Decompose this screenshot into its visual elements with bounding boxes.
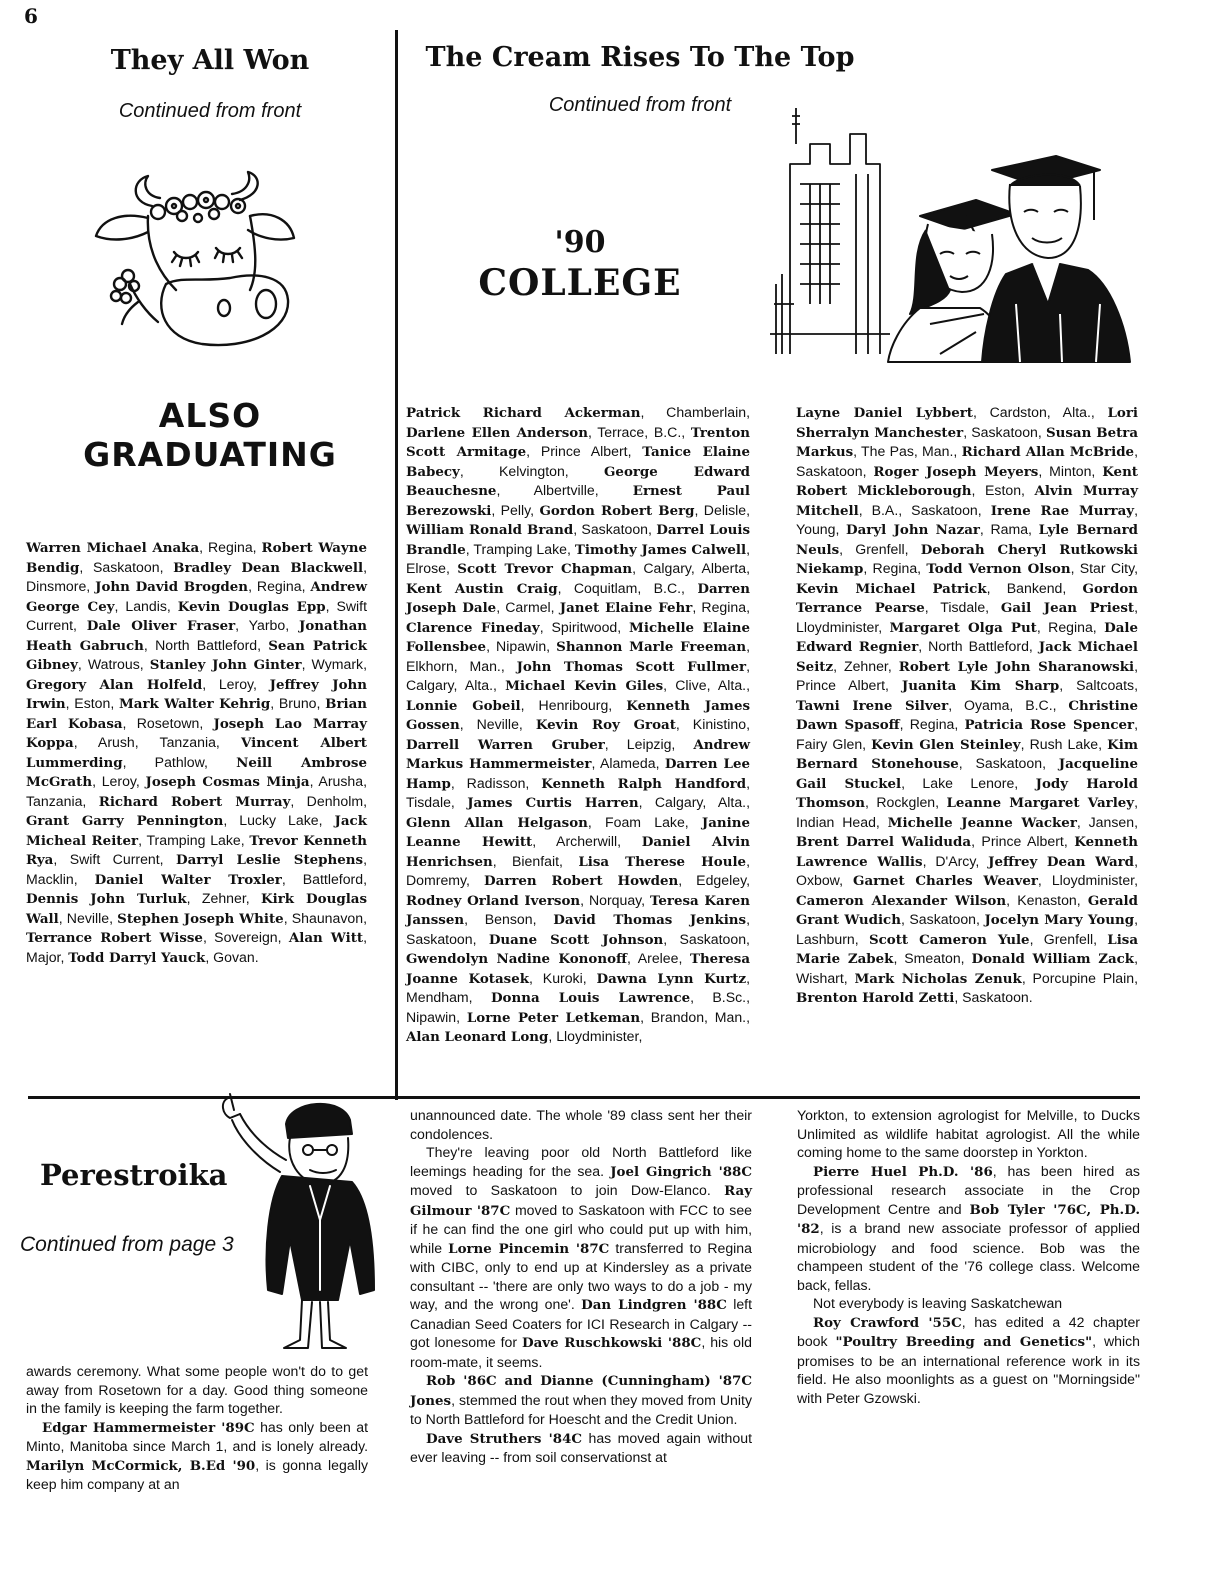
graduate-name: Robert Wayne Bendig [26, 540, 367, 576]
section-divider [28, 1096, 1140, 1099]
graduate-name: Margaret Olga Put [889, 619, 1037, 636]
graduate-name: Michelle Jeanne Wacker [887, 814, 1077, 831]
graduate-name: Kent Robert Mickleborough [796, 463, 1138, 499]
graduate-place: , Yarbo, [235, 617, 299, 633]
graduate-name: Trenton Scott Armitage [406, 424, 750, 460]
graduate-place: , Kenaston, [1006, 891, 1088, 908]
graduate-place: , Shaunavon, [283, 909, 368, 926]
graduate-name: Jonathan Heath Gabruch [26, 618, 367, 654]
graduate-name: Deborah Cheryl Rutkowski Niekamp [796, 541, 1138, 577]
graduate-name: Kenneth Ralph Handford [541, 775, 747, 792]
column-divider [395, 30, 398, 1100]
paragraph-text: transferred to Regina with CIBC, only to end up at Kindersley as a private consultant -- 'there are only two ways to do a job - my way, and the wrong one'. [410, 1239, 752, 1312]
paragraph-text: has only been at Minto, Manitoba since March 1, and is lonely already. [26, 1418, 368, 1454]
graduate-name: Timothy James Calwell [574, 541, 747, 558]
graduate-place: , Tisdale, [406, 774, 750, 810]
graduate-place: , Lashburn, [796, 911, 1138, 947]
graduate-name: Scott Cameron Yule [868, 931, 1030, 948]
graduate-name: Gordon Terrance Pearse [796, 580, 1138, 616]
graduate-place: , Cardston, Alta., [972, 404, 1108, 420]
speaker-illustration [210, 1090, 380, 1358]
graduate-name: Teresa Karen Janssen [406, 892, 750, 928]
graduate-name: Lisa Marie Zabek [796, 931, 1138, 967]
graduate-name: Dawna Lynn Kurtz [596, 970, 747, 987]
article-paragraph [797, 1106, 1140, 1162]
graduate-name: Brent Darrel Waliduda [796, 834, 972, 850]
graduate-name: George Edward Beauchesne [406, 463, 750, 499]
graduate-name: Lorne Peter Letkeman [466, 1009, 641, 1026]
page-number: 6 [24, 4, 38, 28]
bold-name: Edgar Hammermeister '89C [42, 1419, 255, 1436]
graduate-place: , Oyama, B.C., [948, 696, 1069, 713]
graduate-name: Lonnie Gobeil [406, 697, 521, 714]
graduate-name: Theresa Joanne Kotasek [406, 951, 750, 987]
graduate-place: , Leipzig, [604, 735, 694, 752]
graduate-place: , Kinistino, [675, 716, 750, 732]
graduate-name: Darren Robert Howden [484, 873, 679, 889]
perestroika-column-3 [797, 1106, 1140, 1407]
graduate-place: , Lloydminister, [548, 1028, 643, 1044]
paragraph-text: , which promises to be an international reference work in its field. He also moonlights as a guest on "Morningside" with Peter Gzowski. [797, 1333, 1140, 1406]
graduate-name: Jack Michael Seitz [796, 639, 1139, 675]
graduate-name: Gordon Robert Berg [539, 502, 695, 519]
paragraph-text: has moved again without ever leaving -- from soil conservationst at [410, 1429, 752, 1465]
graduate-place: , Neville, [58, 909, 118, 926]
graduate-place: , North Battleford, [143, 636, 269, 653]
graduate-name: David Thomas Jenkins [553, 912, 747, 928]
cow-illustration [90, 172, 305, 362]
graduate-name: Alan Leonard Long [406, 1029, 549, 1045]
graduate-place: , Foam Lake, [587, 813, 702, 830]
graduate-name: Daniel Alvin Henrichsen [406, 834, 751, 870]
graduate-place: , Elkhorn, Man., [406, 638, 751, 674]
graduate-place: , Saskatoon, [406, 911, 751, 947]
graduate-place: , Neville, [459, 716, 536, 732]
graduate-place: , Regina, [1036, 618, 1105, 635]
cream-continued: Continued from front [548, 94, 732, 116]
bold-name: Dan Lindgren '88C [581, 1297, 727, 1313]
graduate-name: Stephen Joseph White [117, 910, 284, 927]
graduate-name: Christine Dawn Spasoff [796, 697, 1138, 733]
bold-name: Dave Struthers '84C [426, 1430, 583, 1447]
graduate-place: , Regina, [863, 560, 927, 576]
paragraph-text: moved to Saskatoon with FCC to see if he can find the one girl who could put up with him, while [410, 1201, 752, 1256]
graduate-place: , Albertville, [496, 482, 633, 498]
graduate-place: , Oxbow, [796, 852, 1138, 888]
graduate-name: Lori Sherralyn Manchester [796, 405, 1138, 441]
graduate-name: Leanne Margaret Varley [946, 795, 1135, 811]
graduate-name: Todd Vernon Olson [926, 561, 1071, 577]
graduate-name: Juanita Kim Sharp [901, 678, 1060, 694]
graduate-name: Shannon Marle Freeman [556, 639, 747, 655]
graduate-name: Jacqueline Gail Stuckel [796, 756, 1138, 792]
graduate-place: , Zehner, [833, 657, 899, 674]
graduate-place: , Regina, [692, 599, 750, 615]
graduate-place: , Bankend, [986, 579, 1083, 596]
article-paragraph [797, 1162, 1140, 1295]
graduate-name: Daniel Walter Troxler [94, 871, 282, 888]
graduate-place: , Saltcoats, [1059, 677, 1138, 693]
graduate-name: Joseph Lao Marray Koppa [26, 715, 368, 751]
graduate-place: , Rama, [979, 521, 1039, 537]
graduate-place: , North Battleford, [918, 638, 1039, 654]
graduate-name: Tanice Elaine Babecy [406, 444, 750, 480]
graduate-place: , Rockglen, [865, 794, 947, 810]
graduate-name: Garnet Charles Weaver [853, 873, 1038, 889]
graduate-name: Kent Austin Craig [406, 580, 558, 597]
graduate-place: , Swift Current, [53, 851, 177, 867]
graduate-place: , Calgary, Alta., [638, 794, 750, 810]
graduate-name: Clarence Fineday [406, 619, 540, 636]
graduate-place: , Saskatoon, [963, 423, 1046, 440]
graduate-place: , Mendham, [406, 969, 750, 1005]
graduate-name: Janine Leanne Hewitt [406, 814, 750, 850]
paragraph-text: , his old room-mate, it seems. [410, 1334, 752, 1370]
graduate-place: , Lake Lenore, [901, 774, 1036, 791]
graduate-name: Alvin Murray Mitchell [796, 483, 1138, 519]
graduate-place: , Smeaton, [893, 950, 972, 966]
article-paragraph [797, 1294, 1140, 1313]
graduate-place: , Landis, [114, 597, 178, 614]
graduate-name: Kevin Douglas Epp [177, 598, 326, 615]
graduate-name: Kevin Roy Groat [535, 717, 676, 733]
paragraph-text: awards ceremony. What some people won't do to get away from Rosetown for a day. Good thing someone in the family is keeping the farm together. [26, 1363, 368, 1416]
bold-name: Dave Ruschkowski '88C [522, 1335, 702, 1351]
paragraph-text: , stemmed the rout when they moved from Unity to North Battleford for Hoescht and the Credit Union. [410, 1391, 752, 1427]
graduate-place: , Arelee, [627, 950, 690, 966]
graduate-place: , Lloydminister, [796, 599, 1138, 635]
graduate-place: , Tramping Lake, [465, 540, 575, 557]
graduate-name: Warren Michael Anaka [26, 540, 200, 556]
graduate-name: Terrance Robert Wisse [26, 930, 203, 946]
graduate-name: Jack Micheal Reiter [26, 813, 367, 849]
they-all-won-continued: Continued from front [118, 100, 302, 122]
bold-name: "Poultry Breeding and Genetics" [835, 1334, 1093, 1350]
graduate-place: , Prince Albert, [971, 833, 1075, 849]
bold-name: Ray Gilmour '87C [410, 1183, 752, 1219]
graduate-place: , Tisdale, [924, 599, 1001, 615]
paragraph-text: left Canadian Seed Coaters for ICI Research in Calgary -- got lonesome for [410, 1296, 752, 1350]
graduate-place: , Prince Albert, [526, 443, 643, 459]
graduate-name: Cameron Alexander Wilson [796, 892, 1007, 909]
graduate-place: , Star City, [1070, 560, 1138, 576]
cream-title: The Cream Rises To The Top [425, 42, 855, 73]
graduate-name: Andrew George Cey [26, 579, 368, 615]
graduate-place: , Fairy Glen, [796, 716, 1139, 752]
graduate-name: Lisa Therese Houle [578, 853, 747, 870]
graduate-place: , Delisle, [694, 501, 751, 518]
graduate-place: , D'Arcy, [922, 852, 989, 869]
college-heading: COLLEGE [478, 262, 682, 304]
graduate-name: Gwendolyn Nadine Kononoff [406, 951, 628, 967]
graduate-place: , Grenfell, [839, 540, 921, 557]
graduate-place: , Henribourg, [520, 696, 627, 713]
graduate-place: , Rush Lake, [1020, 735, 1108, 752]
graduate-name: Kenneth James Gossen [406, 697, 750, 733]
graduate-place: , Regina, [899, 716, 965, 732]
graduate-place: , Rosetown, [122, 714, 214, 731]
graduate-place: , Regina, [248, 578, 311, 594]
graduate-name: Patricia Rose Spencer [964, 717, 1135, 733]
graduate-place: , Battleford, [281, 870, 367, 887]
graduate-name: Jody Harold Thomson [796, 775, 1139, 811]
graduate-place: , Indian Head, [796, 794, 1139, 830]
graduate-name: Janet Elaine Fehr [559, 600, 693, 616]
graduate-place: , Swift Current, [26, 597, 368, 633]
graduate-place: , Alameda, [591, 755, 665, 771]
graduate-place: , Radisson, [450, 774, 542, 791]
perestroika-continued: Continued from page 3 [20, 1233, 234, 1256]
graduate-name: Glenn Allan Helgason [406, 814, 588, 831]
graduate-place: , Calgary, Alberta, [632, 560, 751, 576]
graduate-place: , Major, [26, 929, 367, 965]
graduate-name: Grant Garry Pennington [26, 813, 224, 829]
graduate-place: , Dinsmore, [26, 558, 368, 594]
graduate-place: , Wymark, [301, 656, 367, 672]
graduate-name: Brenton Harold Zetti [796, 990, 955, 1006]
graduate-name: Donna Louis Lawrence [490, 990, 691, 1006]
article-paragraph [410, 1106, 752, 1143]
bold-name: Roy Crawford '55C [813, 1314, 962, 1331]
graduate-name: Ernest Paul Berezowski [406, 483, 750, 519]
graduate-name: Stanley John Ginter [149, 657, 302, 673]
graduate-name: John David Brogden [95, 579, 249, 595]
graduate-name: James Curtis Harren [467, 795, 639, 811]
graduate-name: William Ronald Brand [406, 522, 574, 538]
graduate-place: , Denholm, [290, 792, 367, 809]
graduate-place: , Watrous, [77, 656, 150, 672]
graduate-place: , Eston, [65, 695, 119, 711]
paragraph-text: , has been hired as professional research associate in the Crop Development Centre and [797, 1162, 1140, 1217]
graduate-name: Robert Lyle John Sharanowski [898, 658, 1135, 675]
graduate-name: Irene Rae Murray [990, 502, 1135, 519]
graduate-place: , Tramping Lake, [138, 831, 250, 848]
graduate-name: Neill Ambrose McGrath [26, 754, 367, 790]
perestroika-title: Perestroika [40, 1158, 228, 1192]
graduate-place: , Leroy, [92, 773, 146, 789]
graduate-place: , Terrace, B.C., [587, 423, 691, 440]
graduate-place: , Sovereign, [202, 929, 289, 945]
graduate-name: Tawni Irene Silver [796, 697, 949, 714]
graduate-place: , Edgeley, [678, 872, 750, 888]
graduate-name: Darryl Leslie Stephens [176, 852, 364, 868]
graduate-name: Dale Oliver Fraser [86, 618, 236, 634]
graduate-name: Layne Daniel Lybbert [796, 405, 973, 421]
graduate-name: Jeffrey John Irwin [26, 676, 367, 712]
graduate-name: Jeffrey Dean Ward [988, 853, 1135, 870]
graduate-name: Darlene Ellen Anderson [406, 424, 588, 441]
graduate-place: , Nipawin, [486, 638, 557, 654]
graduate-place: , Saskatoon, [796, 443, 1138, 479]
bold-name: Joel Gingrich '88C [610, 1163, 752, 1180]
graduate-name: Michelle Elaine Follensbee [406, 619, 750, 655]
graduate-name: Kim Bernard Stonehouse [796, 736, 1138, 772]
bold-name: Pierre Huel Ph.D. '86 [813, 1163, 993, 1180]
paragraph-text: moved to Saskatoon to join Dow-Elanco. [410, 1182, 725, 1198]
perestroika-column-2 [410, 1106, 752, 1467]
article-paragraph [410, 1371, 752, 1429]
article-paragraph [26, 1418, 368, 1494]
graduate-name: Darrel Louis Brandle [406, 522, 751, 558]
graduate-place: , Eston, [971, 482, 1035, 498]
graduate-name: Kenneth Lawrence Wallis [796, 834, 1138, 870]
graduate-name: Susan Betra Markus [796, 424, 1138, 460]
graduate-place: , Norquay, [580, 891, 650, 908]
graduate-name: Rodney Orland Iverson [406, 892, 581, 909]
paragraph-text: , is gonna legally keep him company at an [26, 1456, 368, 1492]
graduate-name: Kevin Glen Steinley [871, 736, 1021, 753]
paragraph-text: , is a brand new associate professor of applied microbiology and food science. Bob was the champeen student of the '76 college class. Welcome back, fellas. [797, 1220, 1140, 1293]
graduate-name: Todd Darryl Yauck [68, 949, 206, 966]
graduate-name: Andrew Markus Hammermeister [406, 736, 751, 772]
graduate-place: , Macklin, [26, 851, 367, 887]
graduate-name: Patrick Richard Ackerman [406, 405, 641, 421]
paragraph-text: Yorkton, to extension agrologist for Melville, to Ducks Unlimited as wildlife habitat agrologist. All the while coming home to the same doorstep in Yorkton. [797, 1107, 1140, 1160]
graduate-place: , Pelly, [491, 501, 540, 518]
perestroika-column-1 [26, 1362, 368, 1494]
graduate-name: Dennis John Turluk [26, 891, 187, 907]
graduate-place: , Calgary, Alta., [406, 657, 750, 693]
graduate-place: , Brandon, Man., [640, 1008, 751, 1025]
graduate-name: Mark Nicholas Zenuk [854, 970, 1022, 987]
graduate-name: Dale Edward Regnier [796, 619, 1138, 655]
graduate-place: , Lloydminister, [1037, 872, 1138, 888]
bold-name: Lorne Pincemin '87C [448, 1240, 610, 1257]
graduate-name: John Thomas Scott Fullmer [516, 658, 747, 675]
graduate-place: , Archerwill, [532, 833, 642, 849]
graduate-place: , Arusha, Tanzania, [26, 773, 367, 809]
paragraph-text: Not everybody is leaving Saskatchewan [813, 1295, 1063, 1311]
graduate-place: , Clive, Alta., [663, 677, 750, 693]
graduate-name: Kevin Michael Patrick [796, 580, 987, 597]
graduate-place: , Elrose, [406, 540, 750, 576]
graduate-name: Jocelyn Mary Young [984, 912, 1135, 928]
college-list-column-2 [796, 403, 1138, 1008]
graduate-place: , Bruno, [270, 695, 326, 711]
graduate-name: Sean Patrick Gibney [26, 637, 367, 673]
graduate-name: Michael Kevin Giles [505, 678, 664, 694]
graduate-place: , Saskatoon, [900, 911, 985, 927]
article-paragraph [410, 1429, 752, 1467]
graduate-name: Richard Robert Murray [98, 793, 291, 810]
graduate-name: Joseph Cosmas Minja [145, 774, 310, 790]
graduate-place: , Bienfait, [492, 852, 579, 869]
graduate-name: Gerald Grant Wudich [796, 892, 1138, 928]
article-paragraph [26, 1362, 368, 1418]
graduate-name: Duane Scott Johnson [488, 931, 664, 948]
graduating-heading-line: GRADUATING [83, 435, 337, 474]
graduate-name: Scott Trevor Chapman [457, 561, 633, 577]
graduate-place: , Wishart, [796, 950, 1139, 986]
graduate-place: , Prince Albert, [796, 657, 1138, 693]
graduate-name: Darrell Warren Gruber [406, 736, 605, 753]
graduate-place: , Coquitlam, B.C., [557, 579, 698, 596]
graduate-place: , Saskatoon. [954, 989, 1033, 1005]
graduates-illustration [770, 104, 1130, 362]
graduate-place: , Saskatoon, [573, 521, 657, 537]
graduate-name: Darren Lee Hamp [406, 756, 750, 792]
graduate-place: , Arush, Tanzania, [73, 734, 241, 750]
graduate-place: , Kelvington, [459, 462, 604, 479]
graduate-name: Bradley Dean Blackwell [173, 559, 364, 576]
graduate-name: Darren Joseph Dale [406, 580, 751, 616]
graduate-name: Richard Allan McBride [961, 444, 1135, 460]
article-paragraph [797, 1313, 1140, 1408]
graduate-place: , Govan. [205, 948, 259, 965]
graduate-name: Gail Jean Priest [1000, 600, 1135, 616]
graduate-name: Lyle Bernard Neuls [796, 522, 1138, 558]
graduate-place: , Zehner, [186, 890, 261, 906]
graduate-place: , Saskatoon, [663, 930, 750, 947]
graduate-place: , Carmel, [496, 599, 560, 615]
graduate-place: , Saskatoon, [79, 558, 174, 575]
graduate-place: , Benson, [464, 911, 554, 927]
college-list-column-1 [406, 403, 750, 1047]
graduate-place: , Saskatoon, [958, 755, 1059, 771]
graduate-name: Mark Walter Kehrig [118, 696, 271, 712]
bold-name: Bob Tyler '76C, Ph.D. '82 [797, 1201, 1140, 1237]
graduate-place: , B.Sc., Nipawin, [406, 989, 750, 1025]
also-heading-line: ALSO [158, 396, 262, 435]
paragraph-text: They're leaving poor old North Battleford like leemings heading for the sea. [410, 1144, 752, 1179]
graduate-name: Trevor Kenneth Rya [26, 832, 367, 868]
graduate-name: Roger Joseph Meyers [873, 463, 1039, 480]
graduate-place: , Domremy, [406, 852, 750, 888]
graduate-name: Brian Earl Kobasa [26, 696, 367, 732]
also-graduating-heading [40, 396, 380, 474]
also-graduating-list [26, 538, 367, 967]
graduate-place: , Porcupine Plain, [1021, 969, 1138, 986]
graduate-place: , Minton, [1038, 462, 1103, 479]
graduate-place: , Young, [796, 501, 1138, 537]
they-all-won-title: They All Won [110, 45, 310, 76]
paragraph-text: unannounced date. The whole '89 class sent her their condolences. [410, 1107, 752, 1142]
graduate-place: , B.A., Saskatoon, [858, 501, 991, 518]
graduate-place: , Grenfell, [1029, 930, 1108, 947]
article-paragraph [410, 1143, 752, 1371]
graduate-place: , Jansen, [1076, 813, 1138, 830]
graduate-place: , Lucky Lake, [223, 812, 335, 828]
graduate-place: , Kuroki, [529, 969, 597, 986]
graduate-name: Kirk Douglas Wall [26, 891, 368, 927]
college-year: '90 [554, 225, 606, 260]
graduate-place: , Pathlow, [122, 753, 237, 770]
graduate-place: , Leroy, [202, 675, 270, 692]
graduate-name: Gregory Alan Holfeld [26, 676, 203, 693]
bold-name: Rob '86C and Dianne (Cunningham) '87C Jones [410, 1373, 752, 1409]
graduate-place: , The Pas, Man., [853, 443, 962, 459]
graduate-name: Vincent Albert Lummerding [26, 735, 367, 771]
graduate-place: , Regina, [199, 539, 262, 555]
graduate-name: Alan Witt [288, 930, 364, 946]
graduate-name: Daryl John Nazar [846, 522, 980, 538]
paragraph-text: , has edited a 42 chapter book [797, 1313, 1140, 1349]
graduate-place: , Chamberlain, [640, 404, 750, 420]
graduate-name: Donald William Zack [971, 951, 1135, 967]
graduate-place: , Spiritwood, [539, 618, 630, 635]
bold-name: Marilyn McCormick, B.Ed '90 [26, 1457, 256, 1474]
